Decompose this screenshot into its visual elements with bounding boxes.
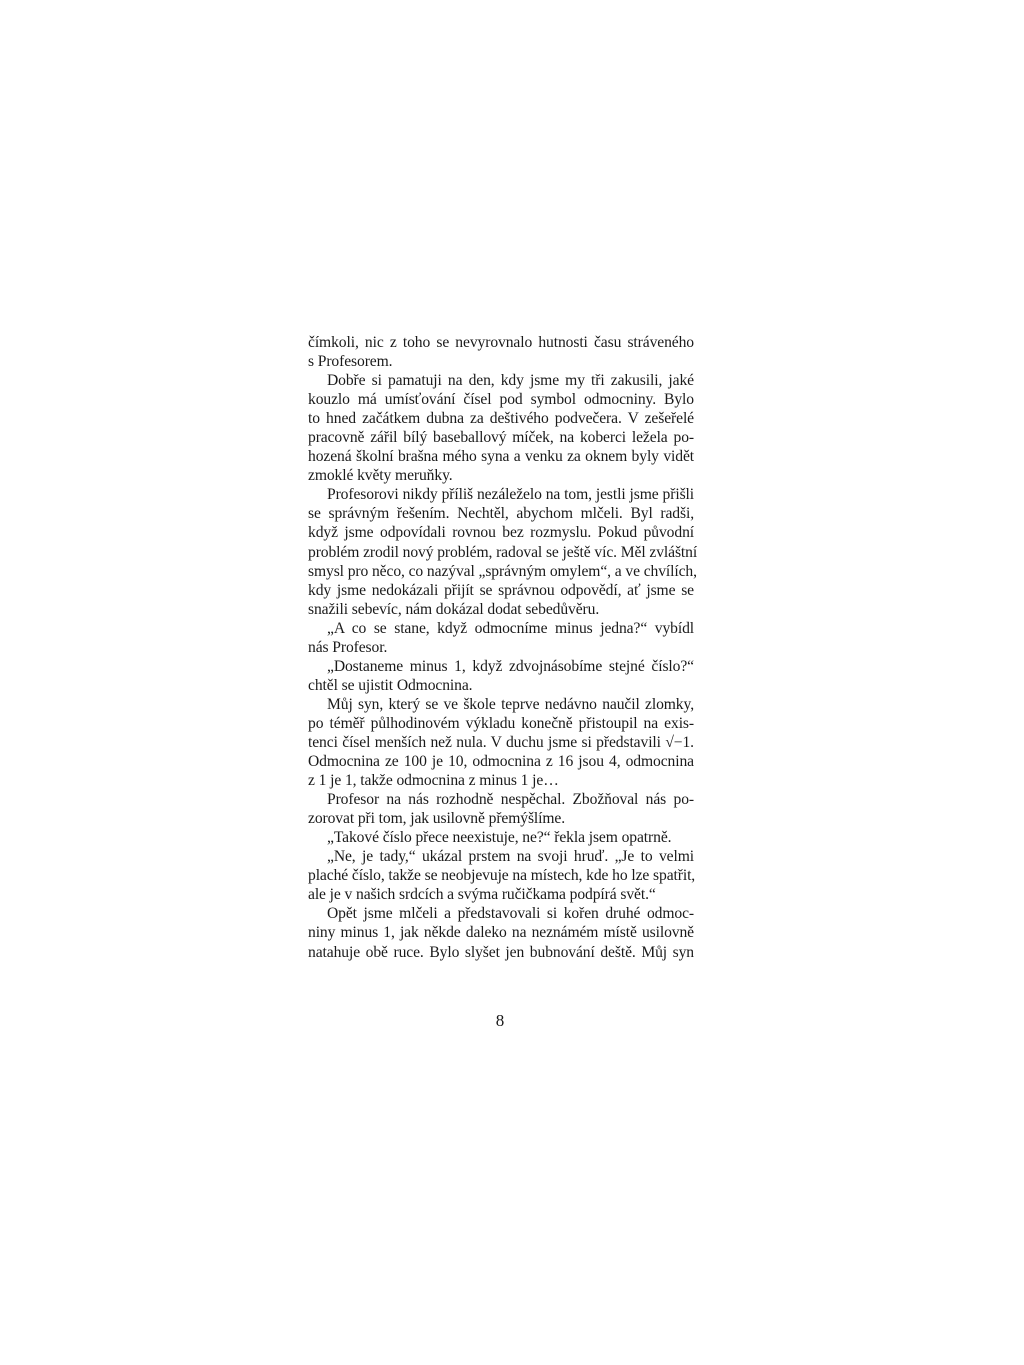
text-line: chtěl se ujistit Odmocnina. — [308, 676, 473, 694]
paragraph — [308, 485, 698, 618]
text-line: snažili sebevíc, nám dokázal dodat sebedůvěru. — [308, 600, 600, 618]
text-line: tenci čísel menších než nula. V duchu jsme si představili √−1. — [308, 733, 694, 751]
text-line: „Ne, je tady,“ ukázal prstem na svoji hruď. „Je to velmi — [327, 848, 694, 866]
text-line: kouzlo má umísťování čísel pod symbol odmocniny. Bylo — [308, 391, 694, 409]
text-line: smysl pro něco, co nazýval „správným omylem“, a ve chvílích, — [308, 562, 697, 580]
body-text — [308, 333, 698, 962]
text-line: Můj syn, který se ve škole teprve nedávno naučil zlomky, — [327, 695, 694, 713]
paragraph — [308, 371, 694, 485]
text-line: zorovat při tom, jak usilovně přemýšlíme. — [308, 810, 566, 828]
text-line: Profesorovi nikdy příliš nezáleželo na tom, jestli jsme přišli — [327, 486, 694, 504]
text-line: zmoklé květy meruňky. — [308, 467, 453, 485]
text-line: „Takové číslo přece neexistuje, ne?“ řekla jsem opatrně. — [327, 829, 672, 847]
text-line: „Dostaneme minus 1, když zdvojnásobíme stejné číslo?“ — [327, 657, 694, 675]
text-line: pracovně zářil bílý baseballový míček, na koberci ležela po- — [308, 429, 694, 447]
text-line: Profesor na nás rozhodně nespěchal. Zbožňoval nás po- — [327, 791, 694, 809]
text-line: „A co se stane, když odmocníme minus jedna?“ vybídl — [327, 619, 694, 637]
text-line: plaché číslo, takže se neobjevuje na místech, kde ho lze spatřit, — [308, 867, 696, 885]
page-number: 8 — [495, 1011, 505, 1030]
paragraph — [308, 333, 694, 371]
paragraph — [308, 828, 694, 847]
paragraph — [308, 657, 694, 695]
paragraph — [308, 904, 694, 961]
text-line: Dobře si pamatuji na den, kdy jsme my tři zakusili, jaké — [327, 372, 694, 390]
text-line: ale je v našich srdcích a svýma ručičkama podpírá svět.“ — [308, 886, 656, 904]
paragraph — [308, 695, 694, 790]
text-line: Odmocnina ze 100 je 10, odmocnina z 16 jsou 4, odmocnina — [308, 753, 694, 771]
text-line: problém zrodil nový problém, radoval se ještě víc. Měl zvláštní — [308, 543, 698, 561]
text-line: z 1 je 1, takže odmocnina z minus 1 je… — [308, 772, 559, 790]
paragraph — [308, 847, 694, 904]
text-line: Opět jsme mlčeli a představovali si kořen druhé odmoc- — [327, 905, 694, 923]
text-line: se správným řešením. Nechtěl, abychom mlčeli. Byl radši, — [308, 505, 694, 523]
text-line: to hned začátkem dubna za deštivého podvečera. V zešeřelé — [308, 410, 694, 428]
text-line: niny minus 1, jak někde daleko na neznámém místě usilovně — [308, 924, 694, 942]
text-line: nás Profesor. — [308, 638, 388, 656]
paragraph — [308, 619, 694, 657]
text-line: s Profesorem. — [308, 353, 393, 371]
paragraph — [308, 790, 694, 828]
text-line: když jsme odpovídali rovnou bez rozmyslu. Pokud původní — [308, 524, 694, 542]
text-line: čímkoli, nic z toho se nevyrovnalo hutnosti času stráveného — [308, 334, 694, 351]
text-line: kdy jsme nedokázali přijít se správnou odpovědí, ať jsme se — [308, 581, 694, 599]
text-line: natahuje obě ruce. Bylo slyšet jen bubnování deště. Můj syn — [308, 943, 694, 961]
text-line: po téměř půlhodinovém výkladu konečně přistoupil na exis- — [308, 714, 694, 732]
text-line: hozená školní brašna mého syna a venku za oknem byly vidět — [308, 448, 694, 466]
